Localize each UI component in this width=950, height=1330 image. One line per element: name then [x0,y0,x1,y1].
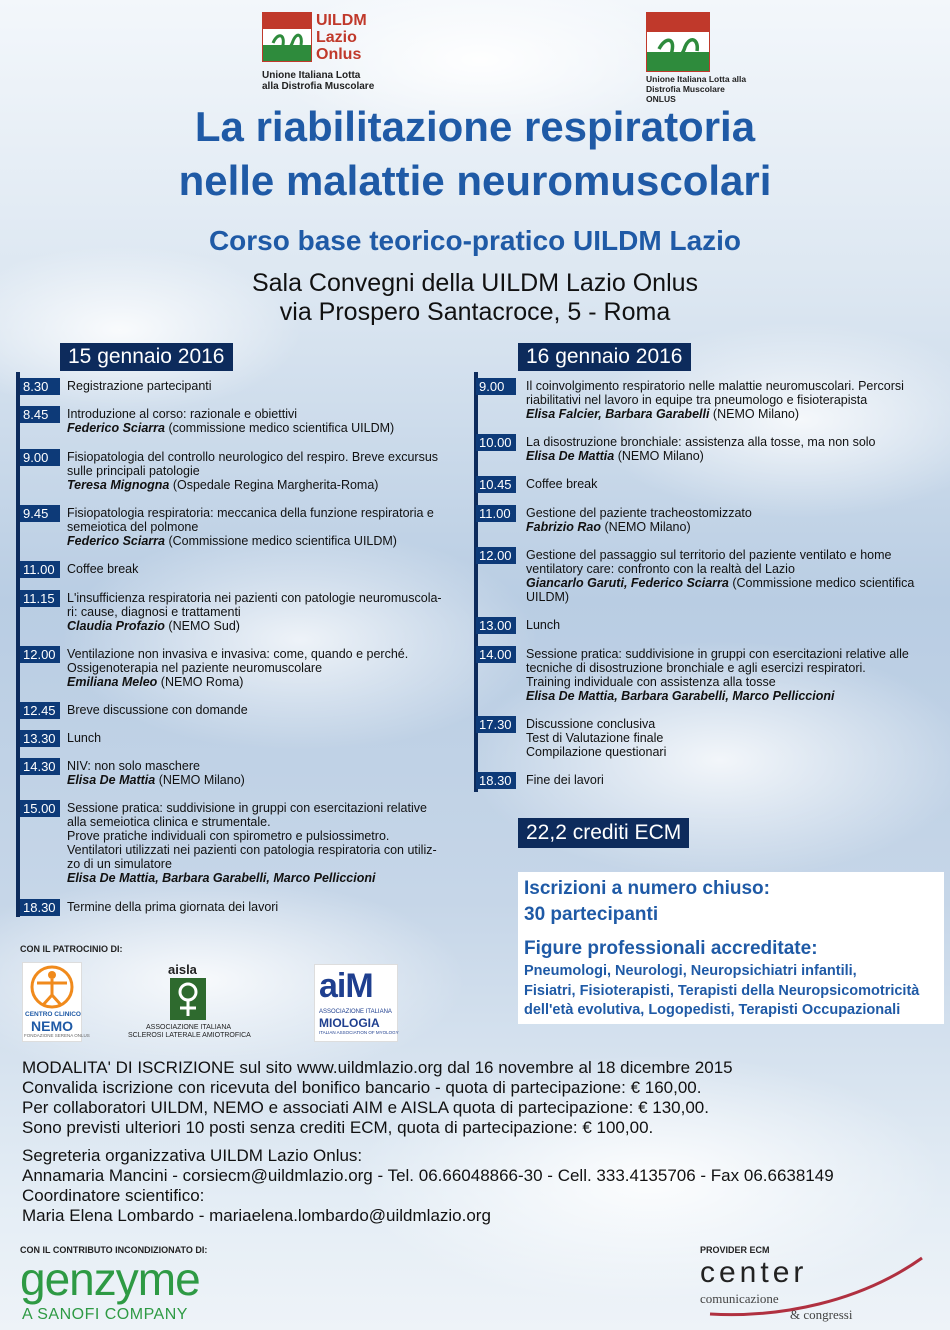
time-badge: 17.30 [476,716,516,733]
program-item-line: Ventilatori utilizzati nei pazienti con patologia respiratoria con utiliz- [67,843,437,857]
program-item [526,548,918,604]
speaker-name: Elisa De Mattia [526,449,615,463]
time-badge: 10.45 [476,476,516,493]
day1-date-header: 15 gennaio 2016 [60,343,233,371]
program-item-speakers [67,478,459,492]
time-badge: 18.30 [476,772,516,789]
program-item-speakers [67,619,459,633]
speaker-affiliation: (Commissione medico scientifica UILDM) [164,534,397,548]
program-item-line: tecniche di disostruzione bronchiale e agli esercizi respiratori. [526,661,866,675]
ecm-credits-badge: 22,2 crediti ECM [518,818,689,848]
uildm-logo-mark [262,12,312,62]
speaker-affiliation: (commissione medico scientifica UILDM) [164,421,395,435]
speaker-affiliation-cont: UILDM) [526,590,570,604]
program-item-line: Introduzione al corso: razionale e obiettivi [67,407,297,421]
program-item [67,562,459,576]
modalita-line1: MODALITA' DI ISCRIZIONE sul sito www.uildmlazio.org dal 16 novembre al 18 dicembre 2015 [22,1058,733,1077]
page-subtitle: Corso base teorico-pratico UILDM Lazio [208,225,742,256]
program-item [67,506,459,548]
center-name: center [700,1256,808,1289]
time-badge: 13.30 [20,730,60,747]
time-badge: 9.00 [20,449,60,466]
modalita-line3: Per collaboratori UILDM, NEMO e associati AIM e AISLA quota di partecipazione: € 130,00. [22,1098,709,1117]
program-item-line: Registrazione partecipanti [67,379,212,393]
program-item-line: Fisiopatologia respiratoria: meccanica della funzione respiratoria e [67,506,434,520]
speaker-affiliation: (Commissione medico scientifica [728,576,915,590]
program-item-line: Test di Valutazione finale [526,731,664,745]
program-item [67,450,459,492]
logo-left-line3: Onlus [316,46,362,63]
program-item-line: Sessione pratica: suddivisione in gruppi con esercitazioni relative alle [526,647,909,661]
program-item-line: ventilatory care: confronto con la realtà del Lazio [526,562,795,576]
segreteria-contact: Annamaria Mancini - corsiecm@uildmlazio.org - Tel. 06.66048866-30 - Cell. 333.4135706 - Fax 06.6638149 [22,1166,834,1185]
program-item-line: La disostruzione bronchiale: assistenza alla tosse, ma non solo [526,435,876,449]
program-item-speakers [67,534,459,548]
uildm-logo-right [646,12,756,104]
program-item-line: Lunch [526,618,561,632]
program-item-line: NIV: non solo maschere [67,759,200,773]
program-item [526,477,918,491]
program-item [67,647,459,689]
program-item-line: Ventilazione non invasiva e invasiva: come, quando e perché. [67,647,409,661]
iscrizioni-line2: 30 partecipanti [524,904,659,925]
speaker-affiliation: (NEMO Milano) [614,449,704,463]
time-badge: 11.00 [20,561,60,578]
iscrizioni-line1: Iscrizioni a numero chiuso: [524,878,770,899]
program-item [526,773,918,787]
program-item [526,647,918,703]
speaker-name: Fabrizio Rao [526,520,602,534]
page-title-line1: La riabilitazione respiratoria [194,103,756,150]
program-item [67,731,459,745]
aisla-line1: ASSOCIAZIONE ITALIANA [146,1024,232,1031]
program-item-line: Gestione del passaggio sul territorio del paziente ventilato e home [526,548,892,562]
aim-logo [314,964,398,1042]
time-badge: 11.00 [476,505,516,522]
segreteria-block [22,1146,942,1226]
logo-left-sub2: alla Distrofia Muscolare [262,81,375,92]
uildm-flag-icon [647,13,709,71]
program-item-line: Il coinvolgimento respiratorio nelle malattie neuromuscolari. Percorsi [526,379,904,393]
program-item-speakers [526,576,918,590]
program-item-speakers [526,520,918,534]
aim-name: aiM [319,967,373,1005]
program-item [526,379,918,421]
program-item-line: Fisiopatologia del controllo neurologico del respiro. Breve excursus [67,450,439,464]
genzyme-sub: A SANOFI COMPANY [22,1306,188,1323]
uildm-flag-icon [263,13,311,61]
program-item-speakers [526,689,918,703]
program-item-line: Lunch [67,731,102,745]
time-badge: 8.45 [20,406,60,423]
center-sub1: comunicazione [700,1291,779,1306]
time-badge: 14.00 [476,646,516,663]
program-item-line: Training individuale con assistenza alla tosse [526,675,776,689]
program-item-line: Ossigenoterapia nel paziente neuromuscolare [67,661,323,675]
nemo-line3: FONDAZIONE SERENA ONLUS [24,1033,90,1038]
speaker-affiliation: (NEMO Milano) [709,407,800,421]
speaker-affiliation: (NEMO Sud) [164,619,240,633]
speaker-name: Elisa De Mattia [67,773,156,787]
figure-line1: Pneumologi, Neurologi, Neuropsichiatri infantili, [524,963,857,979]
program-item-speakers [67,421,459,435]
speaker-affiliation: (NEMO Milano) [155,773,245,787]
program-item-speakers [67,871,459,885]
time-badge: 18.30 [20,899,60,916]
logo-right-sub1: Unione Italiana Lotta alla [646,74,747,84]
iscrizioni-box [518,872,944,1024]
time-badge: 13.00 [476,617,516,634]
program-item-line: Gestione del paziente tracheostomizzato [526,506,752,520]
uildm-logo-mark-right [646,12,710,72]
speaker-affiliation: (Ospedale Regina Margherita-Roma) [169,478,379,492]
speaker-name: Federico Sciarra [67,421,165,435]
program-item-line: sulle principali patologie [67,464,200,478]
program-item [67,379,459,393]
figure-line3: dell'età evolutiva, Logopedisti, Terapisti Occupazionali [524,1002,901,1018]
speaker-affiliation: (NEMO Roma) [157,675,244,689]
figure-line2: Fisiatri, Fisioterapisti, Terapisti della Neuropsicomotricità [524,982,920,999]
center-sub2: & congressi [790,1307,853,1322]
time-badge: 9.45 [20,505,60,522]
program-item-line: Termine della prima giornata dei lavori [67,900,279,914]
program-item [67,759,459,787]
aisla-name: aisla [168,962,197,977]
logo-left-line1: UILDM [316,12,367,29]
speaker-name: Giancarlo Garuti, Federico Sciarra [526,576,729,590]
nemo-line2: NEMO [31,1018,73,1034]
nemo-line1: CENTRO CLINICO [25,1011,81,1018]
program-item-line: Coffee break [67,562,139,576]
coordinatore-contact: Maria Elena Lombardo - mariaelena.lombardo@uildmlazio.org [22,1206,491,1225]
program-item [526,506,918,534]
nemo-figure-icon [23,963,81,1013]
program-item-line: semeiotica del polmone [67,520,199,534]
modalita-block [22,1058,942,1138]
program-item-line: Sessione pratica: suddivisione in gruppi con esercitazioni relative [67,801,427,815]
speaker-name: Elisa Falcier, Barbara Garabelli [526,407,710,421]
aisla-logo [128,962,250,1044]
time-badge: 8.30 [20,378,60,395]
time-badge: 12.45 [20,702,60,719]
program-item-speakers [526,449,918,463]
program-item-line: Breve discussione con domande [67,703,248,717]
time-badge: 11.15 [20,590,60,607]
time-badge: 12.00 [20,646,60,663]
program-item-line: zo di un simulatore [67,857,172,871]
modalita-line4: Sono previsti ulteriori 10 posti senza crediti ECM, quota di partecipazione: € 100,00. [22,1118,654,1137]
time-badge: 12.00 [476,547,516,564]
speaker-affiliation: (NEMO Milano) [601,520,691,534]
speaker-name: Claudia Profazio [67,619,165,633]
program-item [67,801,459,885]
speaker-name: Elisa De Mattia, Barbara Garabelli, Marco Pelliccioni [67,871,376,885]
time-badge: 14.30 [20,758,60,775]
program-item-line: Compilazione questionari [526,745,667,759]
nemo-logo [22,962,90,1042]
aim-line3: ITALIAN ASSOCIATION OF MYOLOGY [319,1030,399,1035]
program-item-line: Coffee break [526,477,598,491]
program-item [67,591,459,633]
speaker-name: Teresa Mignogna [67,478,170,492]
speaker-name: Emiliana Meleo [67,675,158,689]
program-item [67,703,459,717]
patrocinio-label: CON IL PATROCINIO DI: [20,944,123,954]
program-item-line: Fine dei lavori [526,773,604,787]
aisla-line2: SCLEROSI LATERALE AMIOTROFICA [128,1032,251,1039]
program-item-line: ri: cause, diagnosi e trattamenti [67,605,241,619]
aisla-mark-icon [168,976,208,1022]
venue-line2: via Prospero Santacroce, 5 - Roma [279,298,671,326]
program-item [526,717,918,759]
program-item-speakers [526,407,918,421]
logo-left-line2: Lazio [316,29,357,46]
program-item [67,407,459,435]
day2-date-header: 16 gennaio 2016 [518,343,691,371]
program-item-line: Discussione conclusiva [526,717,656,731]
program-item [526,435,918,463]
genzyme-name: genzyme [20,1253,200,1305]
program-item-line: Prove pratiche individuali con spirometro e pulsiossimetro. [67,829,390,843]
contributo-label: CON IL CONTRIBUTO INCONDIZIONATO DI: [20,1245,208,1255]
program-item-line: riabilitativi nel lavoro in equipe tra pneumologo e fisioterapista [526,393,868,407]
uildm-logo-left [262,12,392,98]
time-badge: 9.00 [476,378,516,395]
speaker-name: Federico Sciarra [67,534,165,548]
logo-left-sub1: Unione Italiana Lotta [262,70,361,81]
time-badge: 10.00 [476,434,516,451]
program-item-speakers [67,773,459,787]
venue-line1: Sala Convegni della UILDM Lazio Onlus [251,269,699,297]
time-badge: 15.00 [20,800,60,817]
modalita-line2: Convalida iscrizione con ricevuta del bonifico bancario - quota di partecipazione: € 160,00. [22,1078,702,1097]
speaker-name: Elisa De Mattia, Barbara Garabelli, Marco Pelliccioni [526,689,835,703]
program-item-line: alla semeiotica clinica e strumentale. [67,815,271,829]
program-item-line: L'insufficienza respiratoria nei pazienti con patologie neuromuscola- [67,591,442,605]
coordinatore-title: Coordinatore scientifico: [22,1186,205,1205]
page-title-line2: nelle malattie neuromuscolari [178,157,772,204]
aim-line1: ASSOCIAZIONE ITALIANA [319,1009,392,1015]
program-item-speakers [67,675,459,689]
figure-title: Figure professionali accreditate: [524,938,818,959]
logo-right-sub2: Distrofia Muscolare ONLUS [646,84,725,104]
program-item [526,618,918,632]
aim-line2: MIOLOGIA [319,1016,380,1030]
program-item [67,900,459,914]
provider-label: PROVIDER ECM [700,1245,770,1255]
segreteria-title: Segreteria organizzativa UILDM Lazio Onlus: [22,1146,363,1165]
